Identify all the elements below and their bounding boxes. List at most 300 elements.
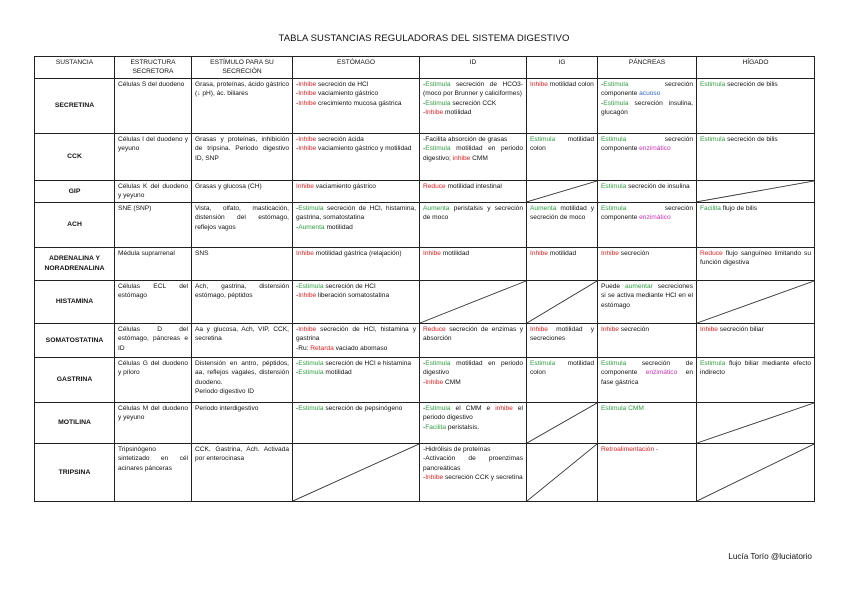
cell-line xyxy=(195,359,289,387)
cell-text: - xyxy=(601,99,604,107)
cell-text: secreción de enzimas y absorción xyxy=(423,325,523,343)
cell-text: SNE (SNP) xyxy=(118,204,152,212)
highlighted-verb: Inhibe xyxy=(530,249,548,257)
highlighted-verb: Retroalimentación - xyxy=(601,445,659,453)
cell-text: secreción de pepsinógeno xyxy=(323,404,403,412)
effect-cell xyxy=(697,357,815,402)
highlighted-verb: Inhibe xyxy=(425,109,444,117)
cell-line xyxy=(296,368,416,377)
cell-line xyxy=(296,89,416,98)
cell-text: Células M del duodeno y yeyuno xyxy=(118,404,188,422)
effect-cell xyxy=(192,202,293,247)
effect-cell xyxy=(192,357,293,402)
cell-text: flujo biliar mediante efecto indirecto xyxy=(700,359,811,377)
cell-text: peristalsis. xyxy=(446,423,480,431)
substance-name: MOTILINA xyxy=(35,402,115,443)
cell-text: secreción biliar xyxy=(717,325,764,333)
empty-cell xyxy=(697,402,815,443)
effect-cell xyxy=(115,443,192,501)
effect-cell xyxy=(115,402,192,443)
highlighted-verb: Estimula xyxy=(425,404,451,412)
cell-text: secreción xyxy=(618,249,650,257)
substance-name: GASTRINA xyxy=(35,357,115,402)
effect-cell xyxy=(598,280,697,323)
diagonal-line xyxy=(420,281,526,323)
cell-text: motilidad y secreción de moco xyxy=(530,204,594,222)
cell-line xyxy=(195,182,289,191)
effect-cell xyxy=(598,202,697,247)
cell-text: secreción CCK y secretina xyxy=(443,474,523,482)
effect-cell xyxy=(527,134,598,181)
column-header: ID xyxy=(420,57,527,79)
column-header: ESTÍMULO PARA SU SECRECIÓN xyxy=(192,57,293,79)
table-row xyxy=(35,134,815,181)
highlighted-verb: Estimula xyxy=(425,99,451,107)
table-row xyxy=(35,402,815,443)
cell-text: motilidad intestinal xyxy=(445,183,502,190)
cell-line xyxy=(530,80,594,89)
cell-text: vaciamiento gástrico xyxy=(313,183,376,190)
cell-text: - xyxy=(296,136,299,143)
cell-text: motilidad xyxy=(323,369,352,377)
cell-text: - xyxy=(423,81,426,88)
cell-line xyxy=(423,135,523,144)
highlighted-verb: Estimula xyxy=(603,81,629,88)
highlighted-verb: Inhibe xyxy=(298,292,317,300)
effect-cell xyxy=(115,280,192,323)
cell-text: flujo de bilis xyxy=(720,204,758,212)
cell-text: -Ru: xyxy=(296,344,311,352)
cell-line xyxy=(423,325,523,344)
cell-text: motilidad colon xyxy=(530,136,594,153)
highlighted-verb: Retarda xyxy=(310,344,334,352)
cell-line xyxy=(118,404,188,423)
cell-line xyxy=(423,144,523,163)
cell-line xyxy=(296,291,416,300)
substance-name: ADRENALINA Y NORADRENALINA xyxy=(35,247,115,280)
highlighted-verb: Estimula xyxy=(425,359,451,367)
cell-line xyxy=(423,423,523,432)
effect-cell xyxy=(293,181,420,203)
highlighted-verb: Reduce xyxy=(423,183,446,190)
highlighted-verb: Estimula xyxy=(601,136,627,143)
cell-text: - xyxy=(296,99,299,107)
substance-name: HISTAMINA xyxy=(35,280,115,323)
cell-line xyxy=(601,99,693,118)
cell-line xyxy=(700,135,811,144)
cell-text: - xyxy=(296,325,299,333)
highlighted-verb: Estimula xyxy=(601,359,627,367)
cell-text: - xyxy=(601,81,604,88)
highlighted-verb: Estimula xyxy=(700,359,726,367)
cell-line xyxy=(195,387,289,396)
cell-line xyxy=(601,282,693,310)
effect-cell xyxy=(192,134,293,181)
effect-cell xyxy=(598,181,697,203)
cell-text: SNS xyxy=(195,249,209,257)
cell-text: motilidad xyxy=(440,249,470,257)
cell-text: en fase gástrica xyxy=(601,369,694,386)
effect-cell xyxy=(115,247,192,280)
cell-line xyxy=(423,108,523,117)
cell-text: motilidad en periodo digestivo; xyxy=(423,145,523,162)
cell-text: - xyxy=(423,145,426,153)
cell-line xyxy=(118,325,188,353)
cell-text: secreción de componente xyxy=(601,359,693,377)
cell-text: - xyxy=(423,474,426,482)
highlighted-verb: Estimula xyxy=(530,359,556,367)
table-row xyxy=(35,323,815,357)
cell-line xyxy=(296,344,416,353)
diagonal-line xyxy=(527,444,597,501)
effect-cell xyxy=(598,402,697,443)
diagonal-line xyxy=(293,444,419,501)
effect-cell xyxy=(598,323,697,357)
effect-cell xyxy=(420,402,527,443)
cell-line xyxy=(423,249,523,258)
cell-line xyxy=(296,144,416,153)
substance-name: SOMATOSTATINA xyxy=(35,323,115,357)
empty-cell xyxy=(527,402,598,443)
cell-text: - xyxy=(296,369,299,377)
diagonal-line xyxy=(697,444,814,501)
cell-line xyxy=(296,223,416,232)
column-header: PÁNCREAS xyxy=(598,57,697,79)
column-header: HÍGADO xyxy=(697,57,815,79)
effect-cell xyxy=(420,181,527,203)
effect-cell xyxy=(527,323,598,357)
cell-text: secreción insulina, glucagón xyxy=(601,99,693,117)
table-row xyxy=(35,247,815,280)
effect-cell xyxy=(293,280,420,323)
effect-cell xyxy=(115,323,192,357)
cell-text: CMM xyxy=(443,378,461,386)
cell-line xyxy=(118,182,188,201)
highlighted-verb: Inhibe xyxy=(298,325,317,333)
cell-line xyxy=(423,80,523,99)
cell-line xyxy=(195,282,289,301)
cell-line xyxy=(195,204,289,232)
regulatory-substances-table xyxy=(34,56,815,502)
cell-text: - xyxy=(296,204,299,212)
effect-cell xyxy=(598,134,697,181)
cell-line xyxy=(296,80,416,89)
highlighted-verb: Inhibe xyxy=(530,81,548,88)
highlighted-verb: Inhibe xyxy=(296,249,314,257)
effect-cell xyxy=(420,323,527,357)
diagonal-line xyxy=(527,281,597,323)
cell-text: - xyxy=(423,359,426,367)
cell-line xyxy=(195,325,289,344)
substance-name: TRIPSINA xyxy=(35,443,115,501)
diagonal-line xyxy=(527,181,597,202)
effect-cell xyxy=(115,181,192,203)
highlighted-verb: Estimula xyxy=(425,81,451,88)
cell-line xyxy=(700,249,811,268)
substance-name: GIP xyxy=(35,181,115,203)
highlighted-verb: Estimula xyxy=(530,136,556,143)
cell-line xyxy=(195,80,289,99)
cell-line xyxy=(423,378,523,387)
cell-line xyxy=(530,359,594,378)
cell-line xyxy=(195,135,289,163)
highlighted-verb: Inhibe xyxy=(296,183,314,190)
cell-text: - xyxy=(296,145,299,153)
cell-text: Ach, gastrina, distensión estómago, péptidos xyxy=(195,282,289,300)
highlighted-verb: Estimula CMM xyxy=(601,404,644,412)
cell-line xyxy=(195,404,289,413)
cell-line xyxy=(530,249,594,258)
cell-text: Grasas y proteínas, inhibición de tripsina. Periodo digestivo ID, SNP xyxy=(195,136,289,162)
highlighted-verb: enzimático xyxy=(639,145,671,153)
cell-line xyxy=(296,282,416,291)
effect-cell xyxy=(192,79,293,134)
effect-cell xyxy=(697,247,815,280)
substance-name: SECRETINA xyxy=(35,79,115,134)
cell-line xyxy=(601,325,693,334)
highlighted-verb: Estimula xyxy=(425,145,451,153)
cell-text: - xyxy=(296,359,299,367)
cell-text: secreción de HCl e histamina xyxy=(323,359,412,367)
effect-cell xyxy=(293,357,420,402)
highlighted-verb: acuoso xyxy=(639,90,661,98)
cell-line xyxy=(530,204,594,223)
effect-cell xyxy=(192,323,293,357)
cell-text: secreción de bilis xyxy=(725,81,778,88)
cell-line xyxy=(118,135,188,154)
cell-text: motilidad xyxy=(547,249,577,257)
highlighted-verb: Aumenta xyxy=(423,204,450,212)
highlighted-verb: Reduce xyxy=(700,249,723,257)
highlighted-verb: Estimula xyxy=(298,369,324,377)
diagonal-line xyxy=(697,403,814,443)
cell-line xyxy=(296,359,416,368)
effect-cell xyxy=(192,247,293,280)
empty-cell xyxy=(697,443,815,501)
highlighted-verb: Estimula xyxy=(700,81,726,88)
highlighted-verb: Estimula xyxy=(700,136,726,143)
effect-cell xyxy=(697,134,815,181)
highlighted-verb: Inhibe xyxy=(700,325,718,333)
page-title: TABLA SUSTANCIAS REGULADORAS DEL SISTEMA DIGESTIVO xyxy=(278,33,570,44)
effect-cell xyxy=(697,79,815,134)
cell-text: secreción de insulina xyxy=(626,183,690,190)
empty-cell xyxy=(527,443,598,501)
highlighted-verb: Estimula xyxy=(298,359,324,367)
cell-line xyxy=(195,249,289,258)
cell-text: vaciado abomaso xyxy=(333,344,388,352)
highlighted-verb: inhibe xyxy=(495,404,513,412)
highlighted-verb: enzimático xyxy=(639,214,671,222)
cell-text: crecimiento mucosa gástrica xyxy=(316,99,402,107)
table-row xyxy=(35,202,815,247)
cell-line xyxy=(423,445,523,454)
cell-text: Periodo interdigestivo xyxy=(195,404,259,412)
highlighted-verb: Estimula xyxy=(603,99,629,107)
effect-cell xyxy=(293,323,420,357)
table-row xyxy=(35,357,815,402)
highlighted-verb: Estimula xyxy=(601,183,627,190)
empty-cell xyxy=(697,280,815,323)
cell-line xyxy=(601,182,693,191)
cell-text: CMM xyxy=(470,154,488,162)
cell-line xyxy=(601,404,693,413)
highlighted-verb: Inhibe xyxy=(425,474,444,482)
empty-cell xyxy=(293,443,420,501)
cell-text: secreción componente xyxy=(601,81,693,98)
effect-cell xyxy=(115,202,192,247)
cell-line xyxy=(601,80,693,99)
cell-text: - xyxy=(423,99,426,107)
cell-text: Grasas y glucosa (CH) xyxy=(195,183,262,190)
cell-text: - xyxy=(296,282,299,290)
cell-text: Puede xyxy=(601,282,626,290)
effect-cell xyxy=(115,134,192,181)
substance-name: ACH xyxy=(35,202,115,247)
cell-text: Células K del duodeno y yeyuno xyxy=(118,183,188,200)
cell-text: vaciamiento gástrico y motilidad xyxy=(316,145,412,153)
cell-text: - xyxy=(296,90,299,98)
cell-line xyxy=(601,204,693,223)
effect-cell xyxy=(192,402,293,443)
effect-cell xyxy=(420,134,527,181)
cell-line xyxy=(423,359,523,378)
cell-line xyxy=(423,99,523,108)
cell-line xyxy=(423,404,523,423)
effect-cell xyxy=(420,79,527,134)
cell-text: motilidad colon xyxy=(547,81,594,88)
cell-line xyxy=(530,325,594,344)
cell-text: motilidad y secreciones xyxy=(530,325,594,343)
effect-cell xyxy=(293,79,420,134)
cell-text: Células ECL del estómago xyxy=(118,282,188,300)
effect-cell xyxy=(598,79,697,134)
cell-line xyxy=(423,182,523,191)
cell-text: secreción CCK xyxy=(450,99,497,107)
cell-line xyxy=(296,249,416,258)
cell-text: -Facilita absorción de grasas xyxy=(423,136,508,143)
cell-line xyxy=(118,204,188,213)
cell-text: secreción de bilis xyxy=(725,136,778,143)
cell-line xyxy=(296,325,416,344)
diagonal-line xyxy=(697,281,814,323)
cell-text: peristalsis y secreción de moco xyxy=(423,204,523,222)
cell-text: - xyxy=(296,223,299,231)
table-row xyxy=(35,181,815,203)
cell-text: Periodo digestivo ID xyxy=(195,388,255,396)
effect-cell xyxy=(527,79,598,134)
cell-text: Médula suprarrenal xyxy=(118,249,175,257)
cell-text: - xyxy=(423,404,426,412)
cell-text: secreción de HCl xyxy=(316,81,369,88)
empty-cell xyxy=(527,280,598,323)
highlighted-verb: inhibe xyxy=(452,154,471,162)
cell-text: Tripsinógeno sintetizado en cél acinares pánceras xyxy=(118,445,188,472)
cell-text: - xyxy=(423,378,426,386)
effect-cell xyxy=(697,323,815,357)
cell-line xyxy=(296,204,416,223)
cell-text: -Activación de proenzimas pancreáticas xyxy=(423,455,523,472)
highlighted-verb: Facilita xyxy=(700,204,721,212)
cell-text: motilidad gástrica (relajación) xyxy=(313,249,402,257)
effect-cell xyxy=(527,247,598,280)
column-header: IG xyxy=(527,57,598,79)
cell-line xyxy=(195,445,289,464)
cell-text: secreción ácida xyxy=(316,136,364,143)
highlighted-verb: Inhibe xyxy=(601,325,619,333)
cell-text: Aa y glucosa, Ach, VIP, CCK, secretina xyxy=(195,325,289,343)
effect-cell xyxy=(527,202,598,247)
effect-cell xyxy=(293,202,420,247)
cell-text: el periodo digestivo xyxy=(423,404,524,422)
cell-text: secreción xyxy=(618,325,650,333)
highlighted-verb: Reduce xyxy=(423,325,446,333)
highlighted-verb: Inhibe xyxy=(601,249,619,257)
cell-line xyxy=(700,359,811,378)
cell-text: Grasa, proteínas, ácido gástrico (↓ pH), ác. biliares xyxy=(195,81,289,98)
effect-cell xyxy=(420,202,527,247)
highlighted-verb: Inhibe xyxy=(298,145,317,153)
effect-cell xyxy=(420,247,527,280)
table-row xyxy=(35,443,815,501)
effect-cell xyxy=(420,443,527,501)
highlighted-verb: Aumenta xyxy=(298,223,325,231)
cell-text: liberación somatostatina xyxy=(316,292,390,300)
column-header: SUSTANCIA xyxy=(35,57,115,79)
cell-line xyxy=(296,182,416,191)
cell-text: secreciones si se activa mediante HCl en el estómago xyxy=(601,282,693,309)
cell-text: flujo sanguíneo limitando su función digestiva xyxy=(700,249,811,267)
effect-cell xyxy=(598,247,697,280)
cell-line xyxy=(118,445,188,473)
cell-text: - xyxy=(296,404,299,412)
column-header: ESTÓMAGO xyxy=(293,57,420,79)
cell-line xyxy=(601,445,693,454)
cell-line xyxy=(700,204,811,213)
table-row xyxy=(35,79,815,134)
cell-line xyxy=(423,204,523,223)
table-row xyxy=(35,280,815,323)
cell-text: Vista, olfato, masticación, distensión del estómago, reflejos vagos xyxy=(195,204,289,231)
highlighted-verb: Estimula xyxy=(601,204,627,212)
cell-text: secreción de HCO3- (moco por Brunner y caliciformes) xyxy=(423,81,523,98)
cell-line xyxy=(118,249,188,258)
empty-cell xyxy=(420,280,527,323)
effect-cell xyxy=(192,280,293,323)
cell-text: Células I del duodeno y yeyuno xyxy=(118,136,188,153)
effect-cell xyxy=(598,443,697,501)
highlighted-verb: Inhibe xyxy=(298,90,317,98)
cell-text: CCK, Gastrina, Ach. Activada por enterocinasa xyxy=(195,445,289,463)
cell-text: - xyxy=(423,423,426,431)
cell-text: Células G del duodeno y píloro xyxy=(118,359,188,377)
highlighted-verb: Estimula xyxy=(298,282,324,290)
header-row xyxy=(35,57,815,79)
cell-text: motilidad xyxy=(443,109,472,117)
cell-text: Distensión en antro, péptidos, aa, reflejos vagales, distensión duodeno. xyxy=(195,359,289,386)
highlighted-verb: Inhibe xyxy=(423,249,441,257)
cell-text: - xyxy=(296,292,299,300)
cell-text: Células S del duodeno xyxy=(118,81,185,88)
diagonal-line xyxy=(527,403,597,443)
cell-line xyxy=(118,80,188,89)
column-header: ESTRUCTURA SECRETORA xyxy=(115,57,192,79)
cell-line xyxy=(700,325,811,334)
highlighted-verb: Aumenta xyxy=(530,204,557,212)
cell-text: secreción componente xyxy=(601,136,693,153)
author-credit: Lucía Torío @luciatorio xyxy=(728,552,812,561)
cell-text: secreción de HCl xyxy=(323,282,376,290)
